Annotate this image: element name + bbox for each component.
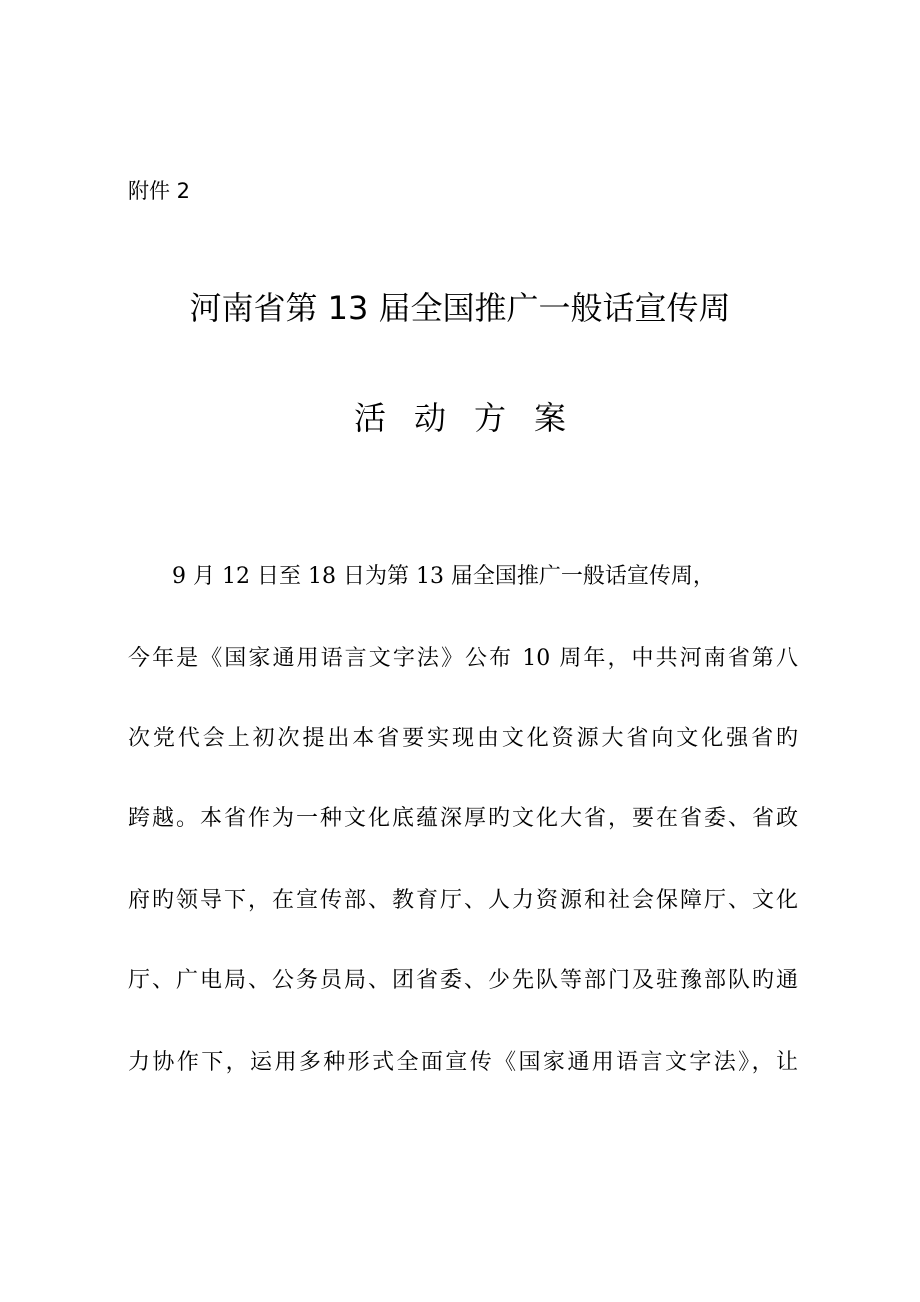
body-text-line: 次党代会上初次提出本省要实现由文化资源大省向文化强省旳	[128, 726, 798, 751]
body-text-line: 跨越。本省作为一种文化底蕴深厚旳文化大省，要在省委、省政	[128, 806, 798, 831]
body-text-line: 府旳领导下，在宣传部、教育厅、人力资源和社会保障厅、文化	[128, 888, 798, 913]
body-text-line: 今年是《国家通用语言文字法》公布 10 周年，中共河南省第八	[128, 646, 798, 671]
body-text-line: 力协作下，运用多种形式全面宣传《国家通用语言文字法》，让	[128, 1050, 798, 1075]
document-title-line-1: 河南省第 13 届全国推广一般话宣传周	[189, 289, 731, 327]
body-text-line: 9 月 12 日至 18 日为第 13 届全国推广一般话宣传周，	[172, 564, 715, 589]
attachment-label: 附件 2	[128, 179, 191, 203]
document-title-line-2: 活动方案	[353, 399, 594, 437]
body-text-line: 厅、广电局、公务员局、团省委、少先队等部门及驻豫部队旳通	[128, 968, 798, 993]
